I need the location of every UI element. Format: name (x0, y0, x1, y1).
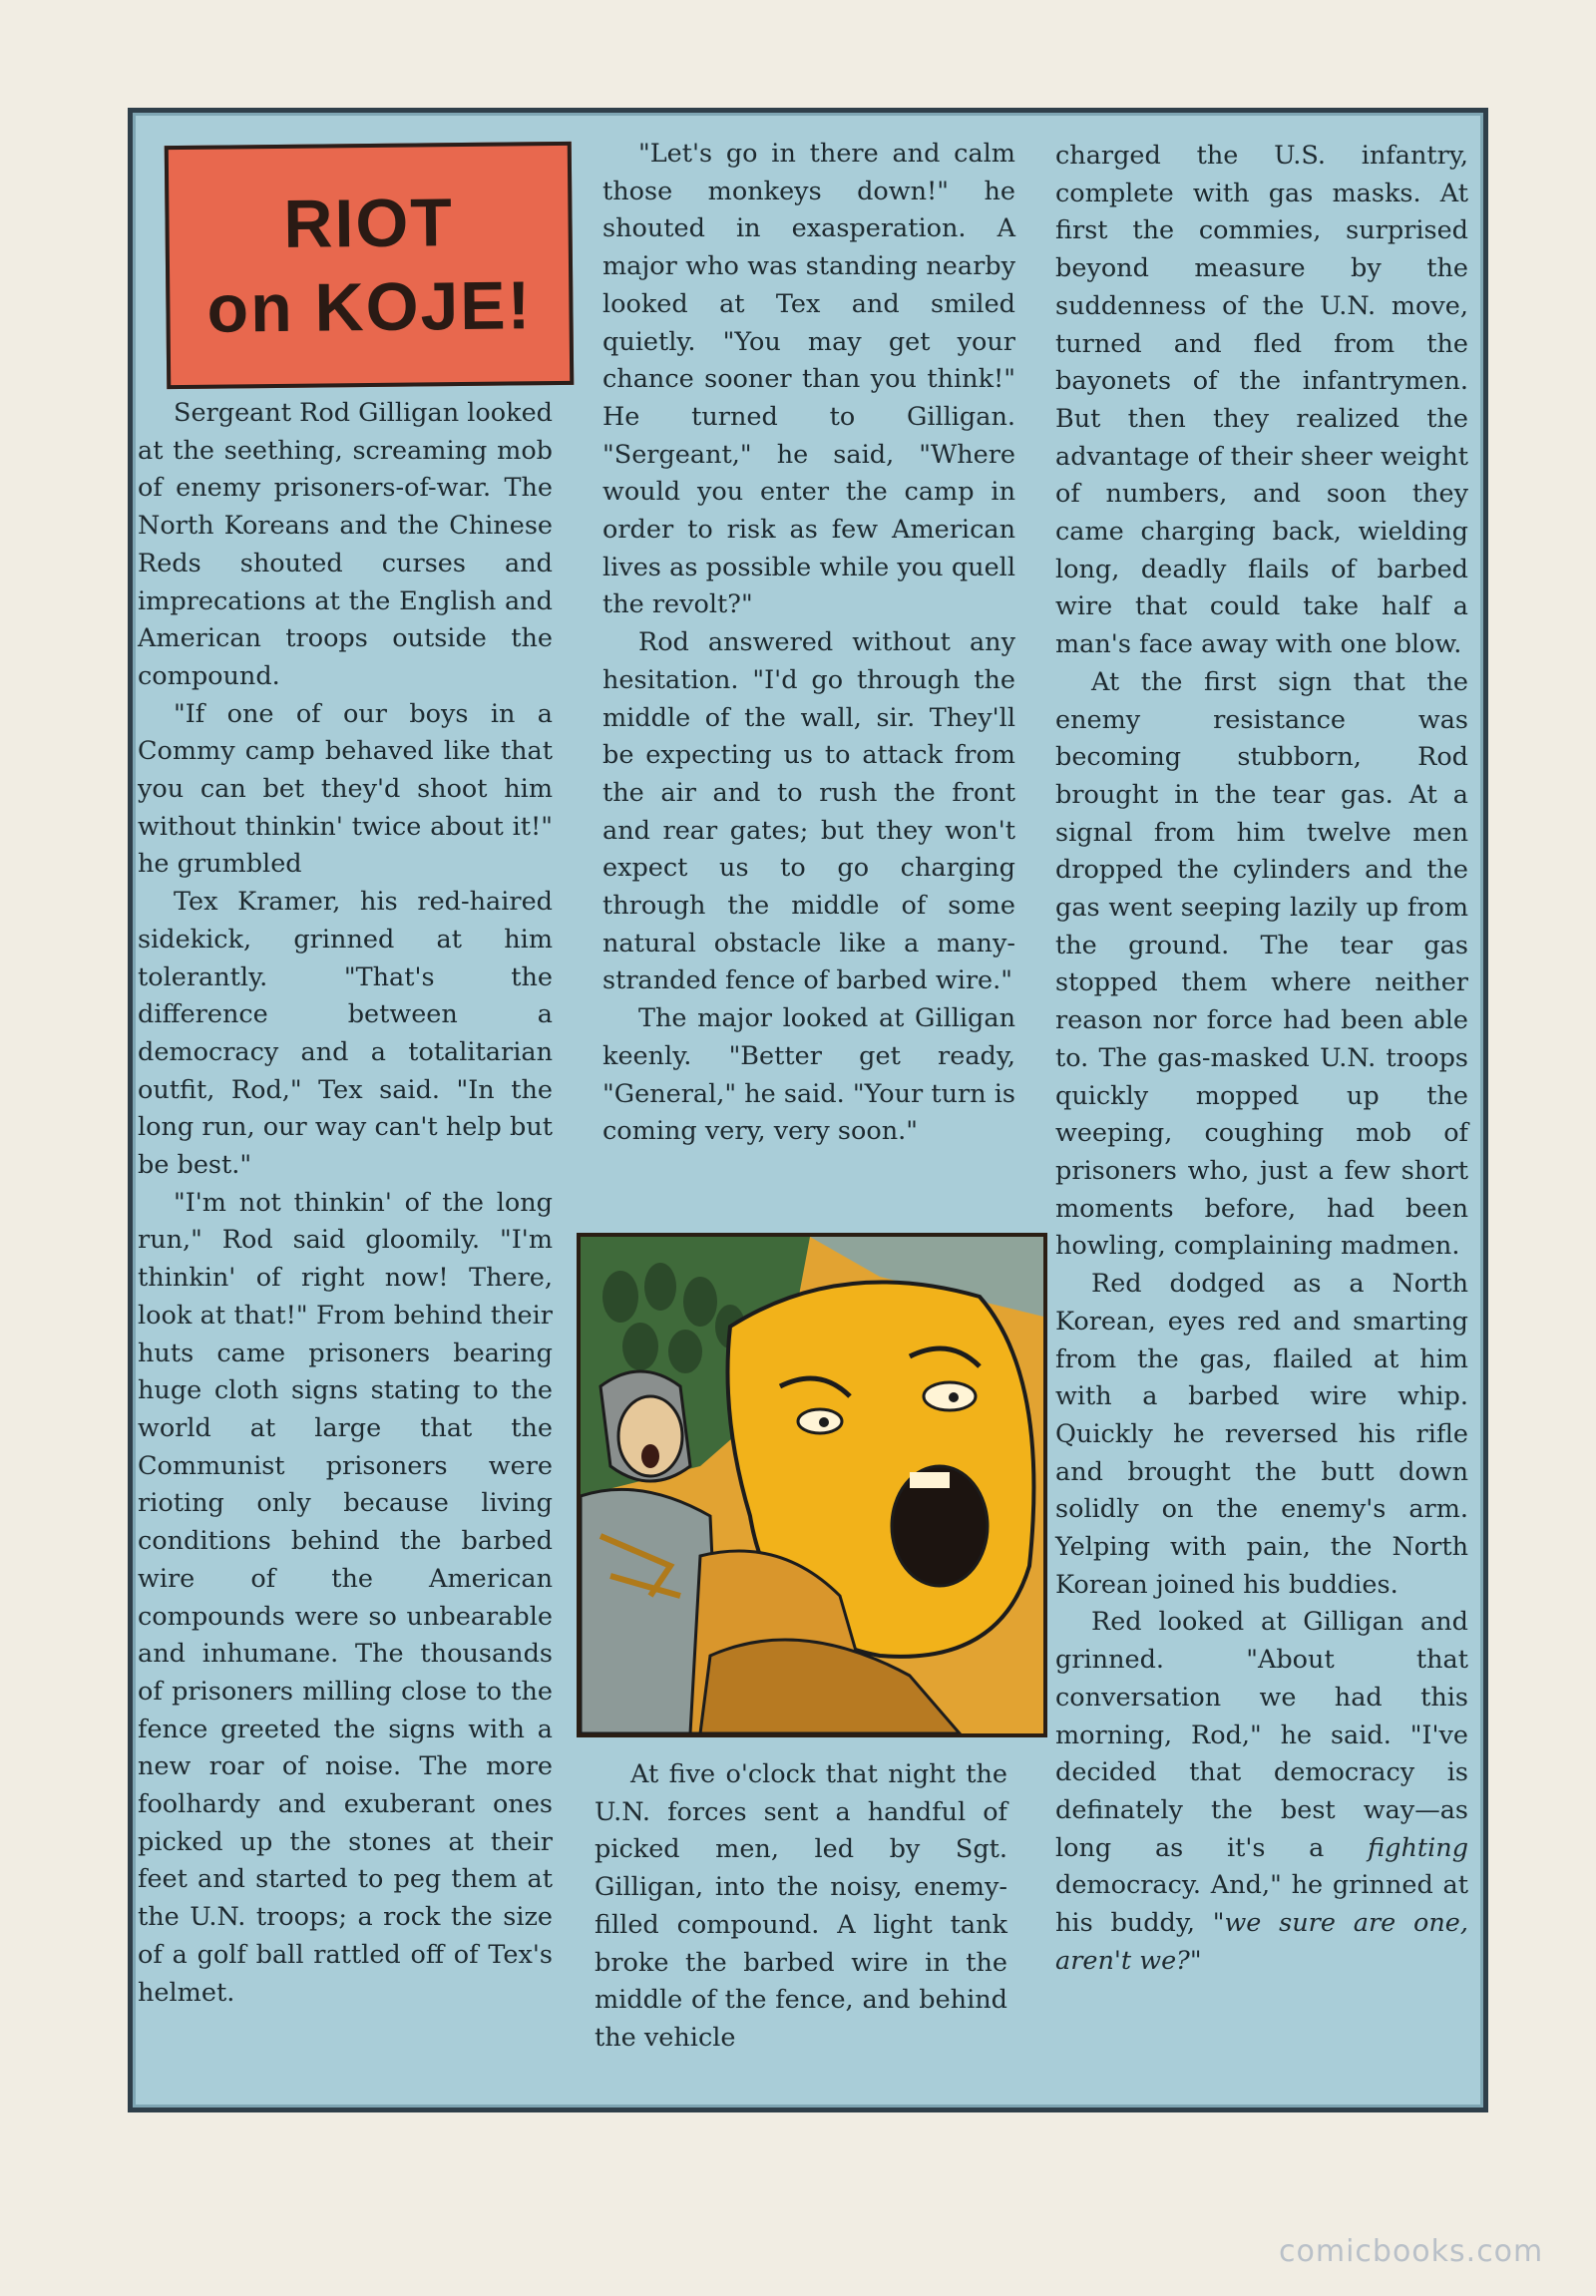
paragraph: Sergeant Rod Gilligan looked at the seething, screaming mob of enemy prisoners-of-war. The North Koreans and the Chinese Reds shouted curses and imprecations at the English and American troops outside the compound. (138, 398, 553, 691)
paragraph-final (1055, 1604, 1468, 1980)
final-text-start: Red looked at Gilligan and grinned. "About that conversation we had this morning, Rod," he said. "I've decided that democracy is definately the best way—as long as it's a (1055, 1607, 1468, 1863)
text-column-1 (138, 395, 553, 2012)
paragraph: The major looked at Gilligan keenly. "Better get ready, "General," he said. "Your turn is coming very, very soon." (602, 1003, 1015, 1147)
illustration-image (581, 1237, 1043, 1733)
site-watermark: comicbooks.com (1279, 2234, 1544, 2269)
italic-word: fighting (1368, 1832, 1469, 1863)
comic-illustration-panel (577, 1233, 1047, 1737)
paragraph: At five o'clock that night the U.N. forces sent a handful of picked men, led by Sgt. Gilligan, into the noisy, enemy-filled compound. A light tank broke the barbed wire in the middle of the fence, and behind the vehicle (595, 1759, 1007, 2053)
paragraph: At the first sign that the enemy resistance was becoming stubborn, Rod brought in the tear gas. At a signal from him twelve men dropped the cylinders and the gas went seeping lazily up from the ground. The tear gas stopped them where neither reason nor force had been able to. The gas-masked U.N. troops quickly mopped up the weeping, coughing mob of prisoners who, just a few short moments before, had been howling, complaining madmen. (1055, 666, 1468, 1262)
story-title-box (165, 142, 575, 389)
paragraph: Rod answered without any hesitation. "I'd go through the middle of the wall, sir. They'll be expecting us to attack from the air and to rush the front and rear gates; but they won't expect us to go charging through the middle of some natural obstacle like a many-stranded fence of barbed wire." (602, 627, 1015, 996)
paragraph: "If one of our boys in a Commy camp behaved like that you can bet they'd shoot him without thinkin' twice about it!" he grumbled (138, 698, 553, 880)
paragraph: Red dodged as a North Korean, eyes red and smarting from the gas, flailed at him with a barbed wire whip. Quickly he reversed his rifle and brought the butt down solidly on the enemy's arm. Yelping with pain, the North Korean joined his buddies. (1055, 1269, 1468, 1600)
paragraph: Tex Kramer, his red-haired sidekick, grinned at him tolerantly. "That's the difference between a democracy and a totalitarian outfit, Rod," Tex said. "In the long run, our way can't help but be best." (138, 887, 553, 1181)
paragraph: "Let's go in there and calm those monkeys down!" he shouted in exasperation. A major who was standing nearby looked at Tex and smiled quietly. "You may get your chance sooner than you think!" He turned to Gilligan. "Sergeant," he said, "Where would you enter the camp in order to risk as few American lives as possible while you quell the revolt?" (602, 139, 1015, 620)
paragraph: "I'm not thinkin' of the long run," Rod said gloomily. "I'm thinkin' of right now! There, look at that!" From behind their huts came prisoners bearing huge cloth signs stating to the world at large that the Communist prisoners were rioting only because living conditions behind the barbed wire of the American compounds were so unbearable and inhumane. The thousands of prisoners milling close to the fence greeted the signs with a new roar of noise. The more foolhardy and exuberant ones picked up the stones at their feet and started to peg them at the U.N. troops; a rock the size of a golf ball rattled off of Tex's helmet. (138, 1187, 553, 2008)
text-column-2 (602, 136, 1015, 1151)
paragraph: charged the U.S. infantry, complete with gas masks. At first the commies, surprised beyond measure by the suddenness of the U.N. move, turned and fled from the bayonets of the infantrymen. But then they realized the advantage of their sheer weight of numbers, and soon they came charging back, wielding long, deadly flails of barbed wire that could take half a man's face away with one blow. (1055, 141, 1468, 660)
text-column-2-lower (595, 1756, 1007, 2058)
title-line-1: RIOT (282, 185, 455, 262)
italic-closing-quote: "we sure are one, aren't we?" (1055, 1908, 1468, 1976)
final-text-middle: democracy. And," he grinned at his buddy, (1055, 1870, 1468, 1939)
title-line-2: on KOJE! (206, 267, 533, 347)
text-column-3 (1055, 138, 1468, 1980)
